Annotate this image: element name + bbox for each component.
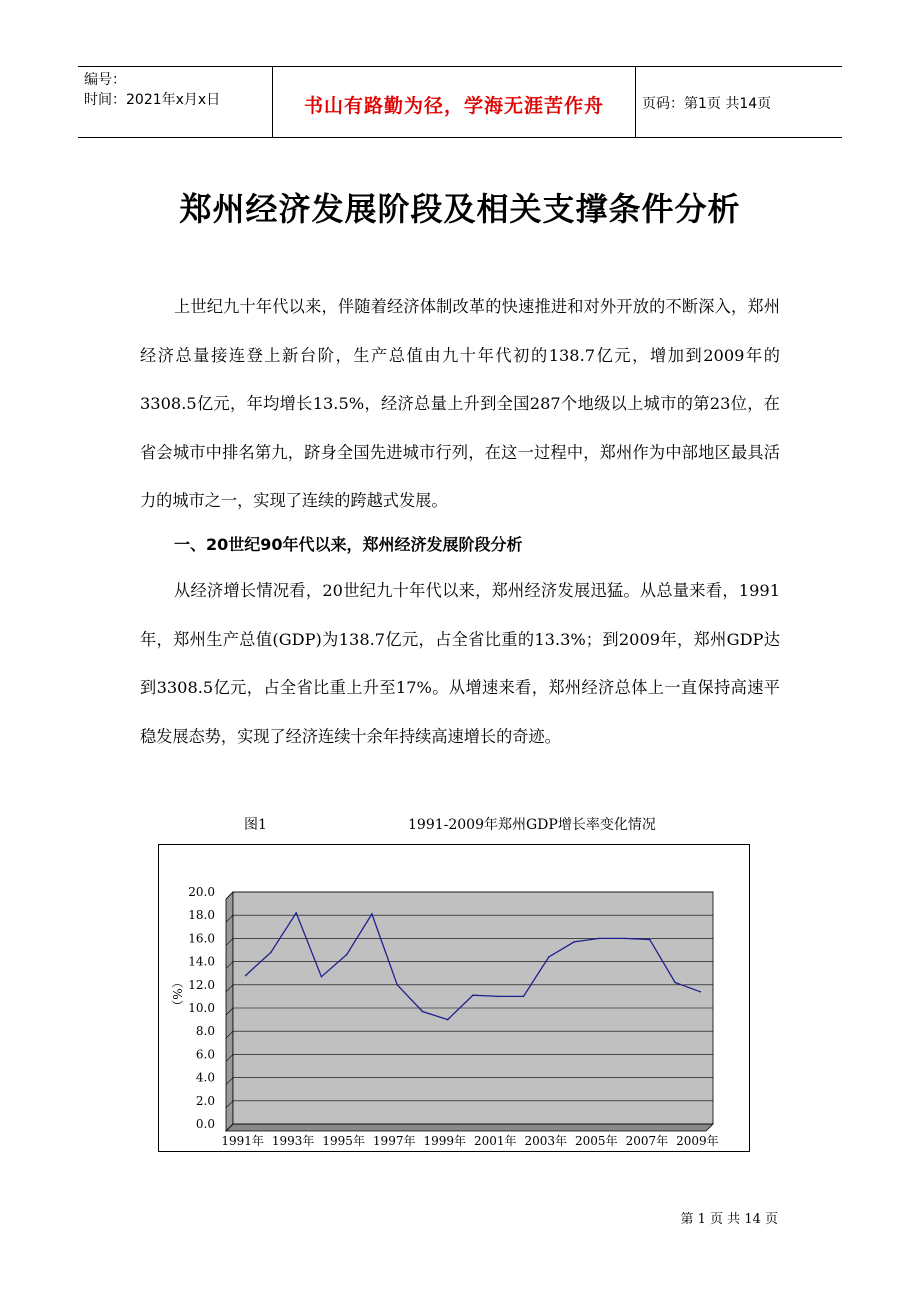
- data-point: [548, 956, 550, 958]
- time-label: 时间：2021年x月x日: [84, 92, 221, 108]
- header-motto-cell: [272, 67, 636, 137]
- data-point: [674, 982, 676, 984]
- x-tick-label: 2001年: [473, 1134, 517, 1148]
- intro-paragraph: 上世纪九十年代以来，伴随着经济体制改革的快速推进和对外开放的不断深入，郑州经济总量接连登上新台阶，生产总值由九十年代初的138.7亿元，增加到2009年的3308.5亿元，年均增长13.5%，经济总量上升到全国287个地级以上城市的第23位，在省会城市中排名第九，跻身全国先进城市行列，在这一过程中，郑州作为中部地区最具活力的城市之一，实现了连续的跨越式发展。: [140, 297, 780, 510]
- data-point: [649, 939, 651, 941]
- data-point: [422, 1011, 424, 1013]
- data-point: [599, 938, 601, 940]
- document-title: 郑州经济发展阶段及相关支撑条件分析: [179, 190, 741, 228]
- data-point: [497, 996, 499, 998]
- y-tick-label: 6.0: [195, 1047, 215, 1062]
- section-heading-1: 一、20世纪90年代以来，郑州经济发展阶段分析: [174, 535, 523, 554]
- y-tick-label: 2.0: [195, 1093, 215, 1108]
- y-tick-label: 20.0: [188, 885, 215, 899]
- x-tick-label: 1993年: [271, 1134, 315, 1148]
- y-tick-label: 4.0: [195, 1070, 215, 1085]
- x-tick-label: 1991年: [221, 1134, 264, 1148]
- y-axis-label: （%）: [170, 976, 184, 1012]
- y-tick-label: 8.0: [195, 1024, 215, 1039]
- data-point: [346, 954, 348, 956]
- x-tick-label: 1995年: [322, 1134, 365, 1148]
- figure-label: 图1: [244, 817, 267, 833]
- x-tick-label: 1999年: [423, 1134, 467, 1148]
- data-point: [700, 991, 702, 993]
- data-point: [371, 913, 373, 915]
- page-footer: 第 1 页 共 14 页: [680, 1212, 778, 1227]
- data-point: [573, 941, 575, 943]
- chart-frame: [158, 844, 750, 1152]
- section-paragraph-1: 从经济增长情况看，20世纪九十年代以来，郑州经济发展迅猛。从总量来看，1991年，郑州生产总值(GDP)为138.7亿元，占全省比重的13.3%；到2009年，郑州GDP达到3308.5亿元，占全省比重上升至17%。从增速来看，郑州经济总体上一直保持高速平稳发展态势，实现了经济连续十余年持续高速增长的奇迹。: [140, 581, 780, 746]
- header-left-cell: [78, 67, 272, 137]
- data-point: [447, 1019, 449, 1021]
- header-page-cell: [634, 67, 842, 137]
- x-tick-label: 1997年: [372, 1134, 416, 1148]
- motto-text: 书山有路勤为径，学海无涯苦作舟: [303, 95, 604, 117]
- y-tick-label: 14.0: [188, 954, 215, 969]
- data-point: [624, 938, 626, 940]
- y-tick-label: 18.0: [188, 908, 215, 923]
- data-point: [270, 952, 272, 954]
- y-tick-label: 0.0: [195, 1117, 215, 1131]
- page-header: [78, 66, 842, 138]
- y-tick-label: 10.0: [188, 1001, 215, 1015]
- header-page-label: 页码：第1页 共14页: [642, 96, 772, 112]
- gdp-growth-line-chart: [159, 845, 749, 1151]
- x-tick-label: 2007年: [625, 1134, 669, 1148]
- number-label: 编号：: [84, 72, 126, 88]
- y-tick-label: 12.0: [188, 977, 215, 992]
- y-tick-label: 16.0: [188, 931, 215, 946]
- data-point: [396, 984, 398, 986]
- data-point: [523, 996, 525, 998]
- data-point: [472, 994, 474, 996]
- x-tick-label: 2009年: [676, 1134, 719, 1148]
- data-point: [245, 975, 247, 977]
- figure-title: 1991-2009年郑州GDP增长率变化情况: [408, 817, 656, 833]
- data-point: [295, 912, 297, 914]
- plot-floor: [226, 1124, 713, 1131]
- x-tick-label: 2005年: [575, 1134, 618, 1148]
- data-point: [321, 976, 323, 978]
- x-tick-label: 2003年: [524, 1134, 568, 1148]
